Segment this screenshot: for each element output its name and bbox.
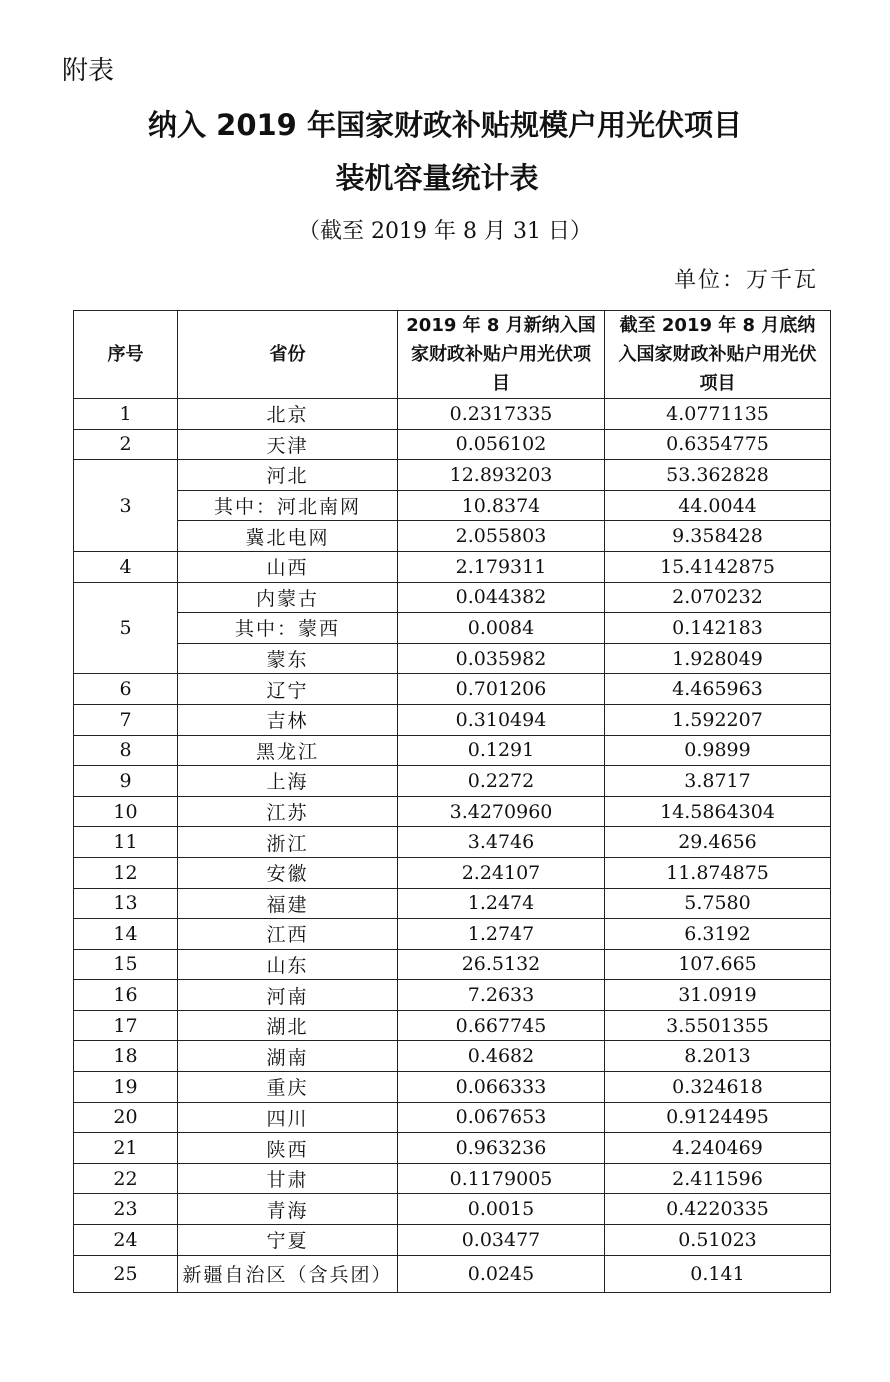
table-row [74, 551, 831, 582]
cumulative-capacity-cell: 0.141 [605, 1255, 831, 1292]
seq-cell: 7 [74, 704, 178, 735]
new-capacity-cell: 2.055803 [398, 521, 605, 552]
new-capacity-cell: 0.963236 [398, 1133, 605, 1164]
table-row [74, 399, 831, 430]
cumulative-capacity-cell: 4.240469 [605, 1133, 831, 1164]
seq-cell: 11 [74, 827, 178, 858]
cumulative-capacity-cell: 1.592207 [605, 704, 831, 735]
province-cell: 天津 [178, 429, 398, 460]
new-capacity-cell: 0.1179005 [398, 1163, 605, 1194]
cumulative-capacity-cell: 0.324618 [605, 1072, 831, 1103]
province-cell: 江西 [178, 919, 398, 950]
seq-cell: 8 [74, 735, 178, 766]
seq-cell: 15 [74, 949, 178, 980]
cumulative-capacity-cell: 2.070232 [605, 582, 831, 613]
new-capacity-cell: 0.044382 [398, 582, 605, 613]
cumulative-capacity-cell: 0.9124495 [605, 1102, 831, 1133]
unit-label: 单位：万千瓦 [673, 268, 818, 293]
province-cell: 吉林 [178, 704, 398, 735]
province-cell: 其中：蒙西 [178, 613, 398, 644]
cumulative-capacity-cell: 15.4142875 [605, 551, 831, 582]
header-seq: 序号 [74, 311, 178, 399]
header-province: 省份 [178, 311, 398, 399]
cumulative-capacity-cell: 4.0771135 [605, 399, 831, 430]
seq-cell: 23 [74, 1194, 178, 1225]
new-capacity-cell: 12.893203 [398, 460, 605, 491]
seq-cell: 4 [74, 551, 178, 582]
cumulative-capacity-cell: 0.51023 [605, 1225, 831, 1256]
province-cell: 安徽 [178, 857, 398, 888]
province-cell: 河北 [178, 460, 398, 491]
province-cell: 重庆 [178, 1072, 398, 1103]
province-cell: 内蒙古 [178, 582, 398, 613]
table-row [74, 1255, 831, 1292]
new-capacity-cell: 0.066333 [398, 1072, 605, 1103]
cumulative-capacity-cell: 3.8717 [605, 766, 831, 797]
seq-cell: 24 [74, 1225, 178, 1256]
attachment-label: 附表 [62, 56, 115, 86]
table-row [74, 766, 831, 797]
province-cell: 辽宁 [178, 674, 398, 705]
province-cell: 上海 [178, 766, 398, 797]
table-row [74, 1194, 831, 1225]
new-capacity-cell: 1.2747 [398, 919, 605, 950]
province-cell: 青海 [178, 1194, 398, 1225]
cumulative-capacity-cell: 4.465963 [605, 674, 831, 705]
province-cell: 浙江 [178, 827, 398, 858]
seq-cell: 21 [74, 1133, 178, 1164]
new-capacity-cell: 0.056102 [398, 429, 605, 460]
cumulative-capacity-cell: 11.874875 [605, 857, 831, 888]
province-cell: 江苏 [178, 796, 398, 827]
cumulative-capacity-cell: 1.928049 [605, 643, 831, 674]
new-capacity-cell: 0.035982 [398, 643, 605, 674]
cumulative-capacity-cell: 44.0044 [605, 490, 831, 521]
province-cell: 甘肃 [178, 1163, 398, 1194]
province-cell: 河南 [178, 980, 398, 1011]
province-cell: 陕西 [178, 1133, 398, 1164]
province-cell: 福建 [178, 888, 398, 919]
province-cell: 蒙东 [178, 643, 398, 674]
seq-cell: 12 [74, 857, 178, 888]
cumulative-capacity-cell: 0.6354775 [605, 429, 831, 460]
new-capacity-cell: 0.0245 [398, 1255, 605, 1292]
new-capacity-cell: 0.2317335 [398, 399, 605, 430]
seq-cell: 3 [74, 460, 178, 552]
cumulative-capacity-cell: 3.5501355 [605, 1010, 831, 1041]
province-cell: 山西 [178, 551, 398, 582]
cumulative-capacity-cell: 107.665 [605, 949, 831, 980]
new-capacity-cell: 3.4270960 [398, 796, 605, 827]
cumulative-capacity-cell: 0.142183 [605, 613, 831, 644]
cumulative-capacity-cell: 14.5864304 [605, 796, 831, 827]
document-title-line1: 纳入 2019 年国家财政补贴规模户用光伏项目 [148, 108, 742, 142]
seq-cell: 22 [74, 1163, 178, 1194]
table-row [74, 582, 831, 613]
new-capacity-cell: 7.2633 [398, 980, 605, 1011]
seq-cell: 20 [74, 1102, 178, 1133]
seq-cell: 9 [74, 766, 178, 797]
seq-cell: 18 [74, 1041, 178, 1072]
table-row [74, 613, 831, 644]
table-row [74, 980, 831, 1011]
table-row [74, 490, 831, 521]
cumulative-capacity-cell: 31.0919 [605, 980, 831, 1011]
province-cell: 北京 [178, 399, 398, 430]
seq-cell: 1 [74, 399, 178, 430]
table-row [74, 704, 831, 735]
seq-cell: 6 [74, 674, 178, 705]
new-capacity-cell: 3.4746 [398, 827, 605, 858]
header-new-capacity: 2019 年 8 月新纳入国家财政补贴户用光伏项目 [398, 311, 605, 399]
new-capacity-cell: 0.03477 [398, 1225, 605, 1256]
cumulative-capacity-cell: 6.3192 [605, 919, 831, 950]
province-cell: 黑龙江 [178, 735, 398, 766]
table-row [74, 1041, 831, 1072]
cumulative-capacity-cell: 53.362828 [605, 460, 831, 491]
table-row [74, 1163, 831, 1194]
table-body [74, 399, 831, 1293]
table-row [74, 643, 831, 674]
province-cell: 四川 [178, 1102, 398, 1133]
table-row [74, 888, 831, 919]
table-row [74, 674, 831, 705]
new-capacity-cell: 1.2474 [398, 888, 605, 919]
table-row [74, 1102, 831, 1133]
new-capacity-cell: 26.5132 [398, 949, 605, 980]
new-capacity-cell: 0.4682 [398, 1041, 605, 1072]
cumulative-capacity-cell: 0.4220335 [605, 1194, 831, 1225]
province-cell: 湖北 [178, 1010, 398, 1041]
seq-cell: 10 [74, 796, 178, 827]
seq-cell: 2 [74, 429, 178, 460]
capacity-statistics-table [73, 310, 831, 1293]
table-row [74, 521, 831, 552]
header-cumulative-capacity: 截至 2019 年 8 月底纳入国家财政补贴户用光伏项目 [605, 311, 831, 399]
seq-cell: 13 [74, 888, 178, 919]
new-capacity-cell: 0.701206 [398, 674, 605, 705]
table-row [74, 1225, 831, 1256]
table-row [74, 460, 831, 491]
document-title-line2: 装机容量统计表 [335, 161, 539, 195]
new-capacity-cell: 0.0015 [398, 1194, 605, 1225]
table-row [74, 827, 831, 858]
seq-cell: 16 [74, 980, 178, 1011]
new-capacity-cell: 0.310494 [398, 704, 605, 735]
table-row [74, 735, 831, 766]
table-header-row [74, 311, 831, 399]
seq-cell: 19 [74, 1072, 178, 1103]
seq-cell: 17 [74, 1010, 178, 1041]
table-row [74, 429, 831, 460]
province-cell: 其中：河北南网 [178, 490, 398, 521]
table-row [74, 796, 831, 827]
province-cell: 宁夏 [178, 1225, 398, 1256]
cumulative-capacity-cell: 5.7580 [605, 888, 831, 919]
province-cell: 新疆自治区（含兵团） [178, 1255, 398, 1292]
province-cell: 湖南 [178, 1041, 398, 1072]
table-row [74, 1133, 831, 1164]
cumulative-capacity-cell: 29.4656 [605, 827, 831, 858]
new-capacity-cell: 0.1291 [398, 735, 605, 766]
table-row [74, 919, 831, 950]
table-row [74, 857, 831, 888]
date-subtitle: （截至 2019 年 8 月 31 日） [298, 219, 592, 244]
new-capacity-cell: 2.24107 [398, 857, 605, 888]
seq-cell: 5 [74, 582, 178, 674]
seq-cell: 14 [74, 919, 178, 950]
new-capacity-cell: 0.0084 [398, 613, 605, 644]
new-capacity-cell: 10.8374 [398, 490, 605, 521]
new-capacity-cell: 2.179311 [398, 551, 605, 582]
table-row [74, 949, 831, 980]
province-cell: 冀北电网 [178, 521, 398, 552]
new-capacity-cell: 0.667745 [398, 1010, 605, 1041]
new-capacity-cell: 0.2272 [398, 766, 605, 797]
cumulative-capacity-cell: 9.358428 [605, 521, 831, 552]
table-row [74, 1010, 831, 1041]
cumulative-capacity-cell: 8.2013 [605, 1041, 831, 1072]
new-capacity-cell: 0.067653 [398, 1102, 605, 1133]
cumulative-capacity-cell: 2.411596 [605, 1163, 831, 1194]
table-row [74, 1072, 831, 1103]
seq-cell: 25 [74, 1255, 178, 1292]
province-cell: 山东 [178, 949, 398, 980]
cumulative-capacity-cell: 0.9899 [605, 735, 831, 766]
